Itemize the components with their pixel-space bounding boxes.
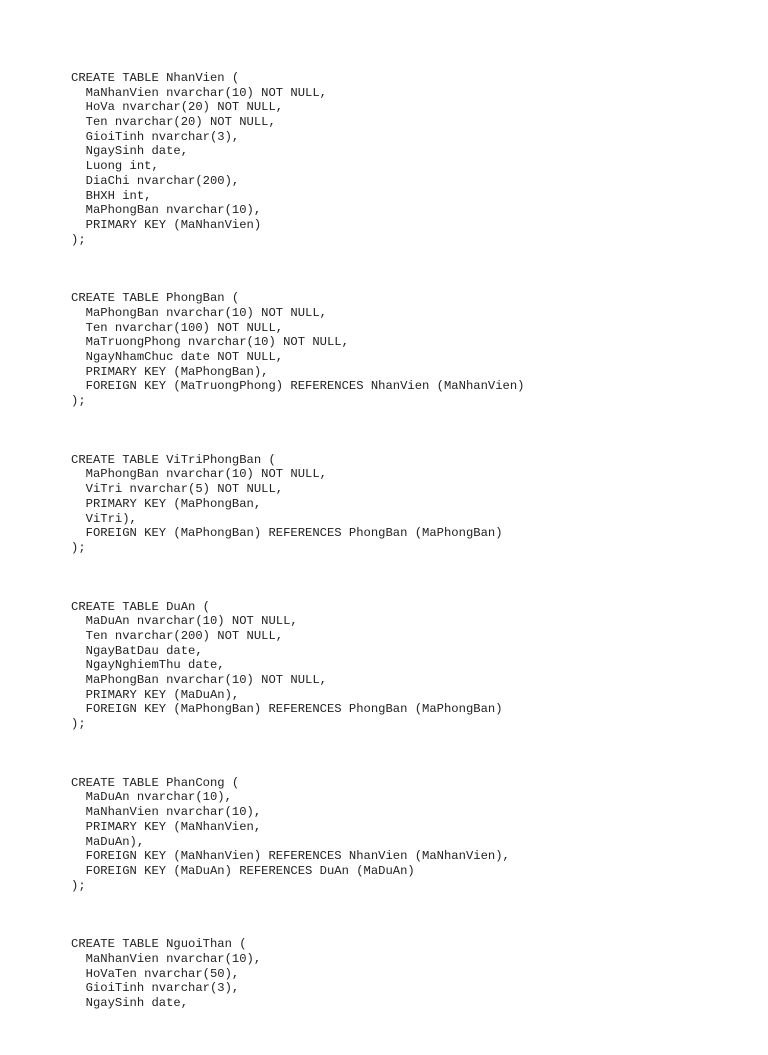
code-line: ); [71, 717, 86, 732]
code-line: HoVa nvarchar(20) NOT NULL, [71, 100, 284, 115]
create-table-vitriphongban-block [71, 453, 751, 556]
code-line: NgaySinh date, [71, 996, 189, 1010]
code-line: FOREIGN KEY (MaTruongPhong) REFERENCES NhanVien (MaNhanVien) [71, 379, 525, 394]
code-line: Ten nvarchar(100) NOT NULL, [71, 320, 284, 335]
code-line: Luong int, [71, 159, 159, 174]
create-table-phongban-block [71, 291, 751, 409]
code-line: MaPhongBan nvarchar(10) NOT NULL, [71, 305, 327, 320]
code-line: MaDuAn nvarchar(10), [71, 790, 232, 805]
code-line: NgayBatDau date, [71, 643, 203, 658]
code-line: MaDuAn nvarchar(10) NOT NULL, [71, 614, 298, 629]
code-line: MaNhanVien nvarchar(10), [71, 951, 262, 966]
code-line: MaPhongBan nvarchar(10) NOT NULL, [71, 467, 327, 482]
code-line: ); [71, 232, 86, 247]
code-line: CREATE TABLE DuAn ( [71, 599, 210, 614]
code-line: NgayNhamChuc date NOT NULL, [71, 350, 284, 364]
create-table-duan-block [71, 600, 751, 732]
code-line: GioiTinh nvarchar(3), [71, 981, 240, 996]
code-line: FOREIGN KEY (MaPhongBan) REFERENCES PhongBan (MaPhongBan) [71, 702, 503, 717]
code-line: CREATE TABLE PhongBan ( [71, 291, 240, 306]
code-line: Ten nvarchar(20) NOT NULL, [71, 115, 276, 130]
code-line: ViTri nvarchar(5) NOT NULL, [71, 482, 284, 497]
code-line: CREATE TABLE PhanCong ( [71, 775, 240, 790]
code-line: MaTruongPhong nvarchar(10) NOT NULL, [71, 335, 349, 350]
code-line: BHXH int, [71, 188, 152, 203]
code-line: CREATE TABLE NguoiThan ( [71, 937, 247, 952]
code-line: DiaChi nvarchar(200), [71, 173, 240, 188]
create-table-phancong-block [71, 776, 751, 894]
code-line: NgayNghiemThu date, [71, 658, 225, 673]
code-line: HoVaTen nvarchar(50), [71, 966, 240, 981]
code-line: CREATE TABLE ViTriPhongBan ( [71, 452, 276, 467]
code-line: Ten nvarchar(200) NOT NULL, [71, 628, 284, 643]
code-line: ); [71, 540, 86, 555]
code-line: MaNhanVien nvarchar(10), [71, 805, 262, 820]
sql-document [71, 71, 751, 1055]
code-line: ); [71, 394, 86, 409]
code-line: MaDuAn), [71, 834, 145, 849]
create-table-nhanvien-block [71, 71, 751, 247]
code-line: NgaySinh date, [71, 144, 189, 159]
code-line: FOREIGN KEY (MaNhanVien) REFERENCES NhanVien (MaNhanVien), [71, 849, 510, 864]
code-line: MaPhongBan nvarchar(10), [71, 203, 262, 218]
code-line: GioiTinh nvarchar(3), [71, 129, 240, 144]
code-line: MaPhongBan nvarchar(10) NOT NULL, [71, 673, 327, 687]
code-line: ViTri), [71, 511, 137, 526]
code-line: PRIMARY KEY (MaNhanVien, [71, 819, 262, 834]
code-line: PRIMARY KEY (MaPhongBan, [71, 496, 262, 511]
code-line: PRIMARY KEY (MaPhongBan), [71, 364, 269, 379]
code-line: CREATE TABLE NhanVien ( [71, 71, 240, 85]
code-line: PRIMARY KEY (MaNhanVien) [71, 217, 262, 232]
code-line: FOREIGN KEY (MaDuAn) REFERENCES DuAn (MaDuAn) [71, 863, 415, 878]
code-line: PRIMARY KEY (MaDuAn), [71, 687, 240, 702]
create-table-nguoithan-block [71, 937, 751, 1010]
code-line: FOREIGN KEY (MaPhongBan) REFERENCES PhongBan (MaPhongBan) [71, 526, 503, 541]
code-line: MaNhanVien nvarchar(10) NOT NULL, [71, 85, 327, 100]
code-line: ); [71, 878, 86, 893]
sql-blocks [71, 71, 751, 1011]
